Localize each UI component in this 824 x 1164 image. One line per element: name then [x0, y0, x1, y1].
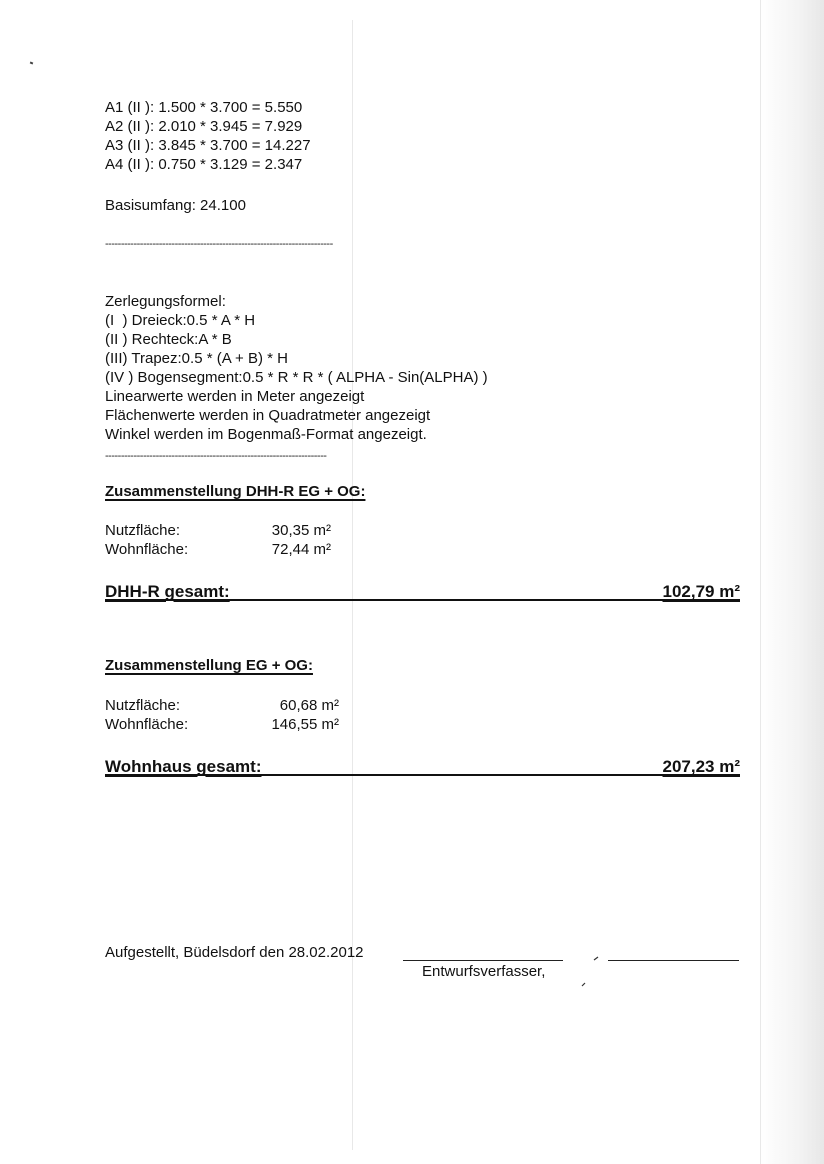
basisumfang: Basisumfang: 24.100	[105, 197, 246, 214]
calculation-line: A2 (II ): 2.010 * 3.945 = 7.929	[105, 118, 303, 135]
scan-edge-shadow	[760, 0, 824, 1164]
wohnflaeche-label: Wohnfläche:	[105, 541, 189, 558]
total-label: Wohnhaus gesamt:	[105, 757, 262, 776]
nutzflaeche-label: Nutzfläche:	[105, 697, 181, 714]
wohnflaeche-row	[105, 540, 331, 559]
wohnflaeche-row	[105, 715, 339, 734]
calculation-line: A4 (II ): 0.750 * 3.129 = 2.347	[105, 156, 303, 173]
nutzflaeche-row	[105, 521, 331, 540]
total-value: 102,79 m²	[662, 582, 740, 601]
summary-heading-eg: Zusammenstellung EG + OG:	[105, 657, 313, 674]
scan-artifact-line	[760, 0, 761, 1164]
area-calculations	[105, 98, 311, 174]
scan-speck	[30, 62, 34, 65]
nutzflaeche-value: 30,35 m²	[271, 522, 331, 539]
separator-line: ------------------------------------------------------------------------	[105, 238, 333, 250]
summary-heading-dhh: Zusammenstellung DHH-R EG + OG:	[105, 483, 366, 500]
formula-line: (I ) Dreieck:0.5 * A * H	[105, 312, 256, 329]
wohnflaeche-value: 146,55 m²	[271, 716, 339, 733]
separator-line: ----------------------------------------------------------------------	[105, 450, 327, 462]
total-row-dhh	[105, 577, 740, 601]
wohnflaeche-label: Wohnfläche:	[105, 716, 189, 733]
formula-line: (III) Trapez:0.5 * (A + B) * H	[105, 350, 288, 367]
calculation-line: A1 (II ): 1.500 * 3.700 = 5.550	[105, 99, 303, 116]
total-row-wohnhaus	[105, 752, 740, 776]
nutzflaeche-row	[105, 696, 339, 715]
calculation-line: A3 (II ): 3.845 * 3.700 = 14.227	[105, 137, 311, 154]
wohnflaeche-value: 72,44 m²	[271, 541, 331, 558]
signature-role: Entwurfsverfasser,	[422, 963, 546, 980]
formula-section	[105, 292, 488, 444]
signature-line	[608, 960, 739, 961]
signature-mark	[580, 952, 610, 992]
signature-line	[403, 960, 563, 961]
place-date: Aufgestellt, Büdelsdorf den 28.02.2012	[105, 944, 364, 961]
formula-line: (IV ) Bogensegment:0.5 * R * R * ( ALPHA - Sin(ALPHA) )	[105, 369, 488, 386]
nutzflaeche-label: Nutzfläche:	[105, 522, 181, 539]
formula-note: Linearwerte werden in Meter angezeigt	[105, 388, 365, 405]
formula-note: Winkel werden im Bogenmaß-Format angezeigt.	[105, 426, 427, 443]
formula-note: Flächenwerte werden in Quadratmeter angezeigt	[105, 407, 431, 424]
nutzflaeche-value: 60,68 m²	[279, 697, 339, 714]
total-value: 207,23 m²	[662, 757, 740, 776]
total-label: DHH-R gesamt:	[105, 582, 230, 601]
formula-title: Zerlegungsformel:	[105, 293, 226, 310]
formula-line: (II ) Rechteck:A * B	[105, 331, 232, 348]
